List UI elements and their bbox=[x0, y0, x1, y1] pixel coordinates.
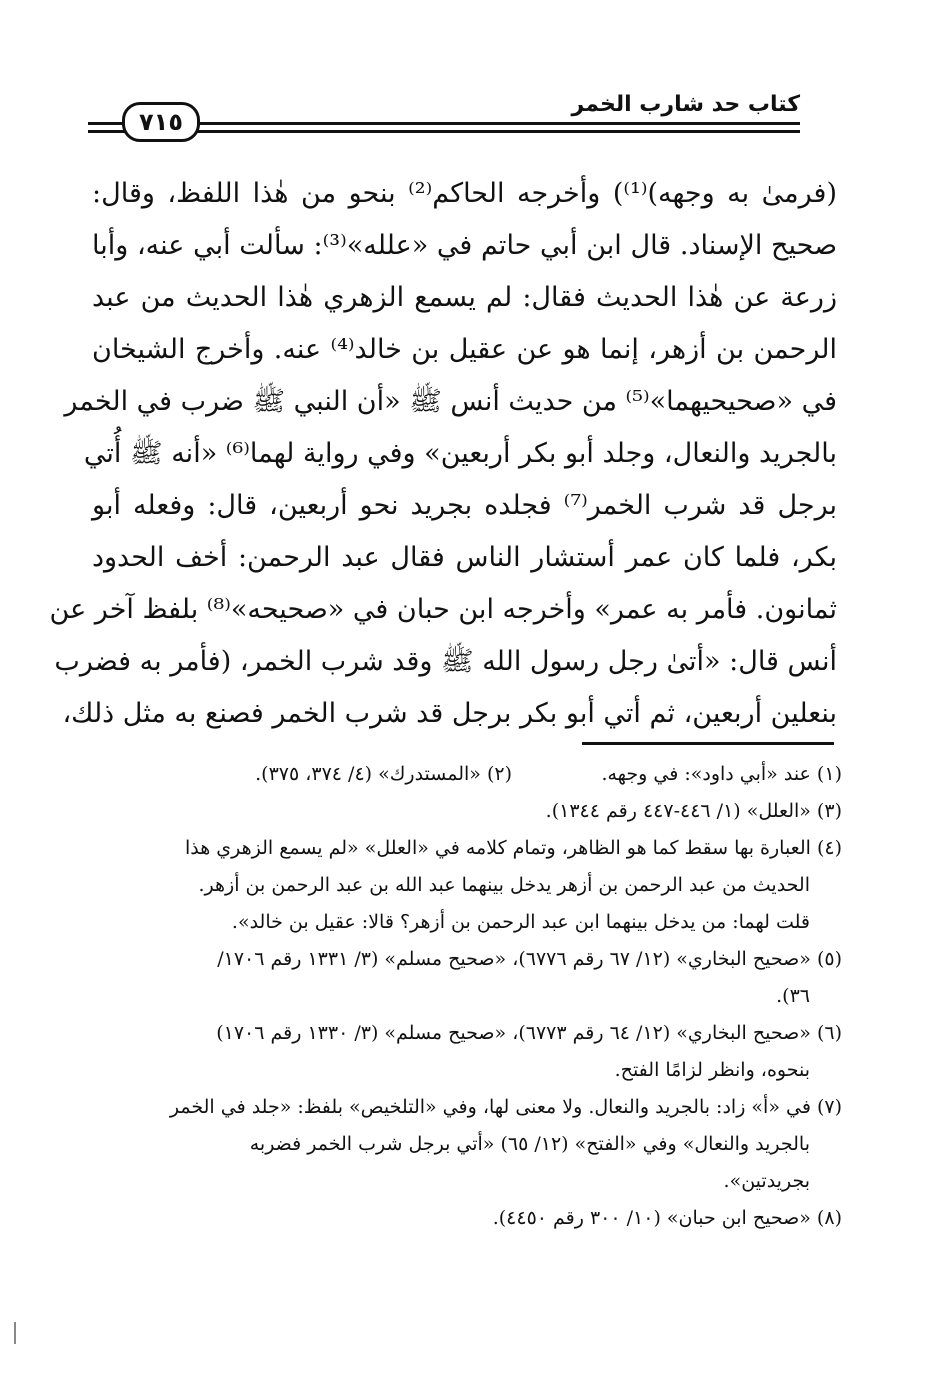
body-line: بالجريد والنعال، وجلد أبو بكر أربعين» وفي رواية لهما⁽⁶⁾ «أنه ﷺ أُتي bbox=[83, 438, 837, 469]
footnote-6-cont: بنحوه، وانظر لزامًا الفتح. bbox=[614, 1059, 810, 1081]
footnote-7: (٧) في «أ» زاد: بالجريد والنعال. ولا معنى لها، وفي «التلخيص» بلفظ: «جلد في الخمر bbox=[169, 1096, 842, 1118]
footnotes bbox=[80, 756, 842, 1237]
footnote-row bbox=[80, 756, 842, 793]
footnote-4-cont: قلت لهما: من يدخل بينهما ابن عبد الرحمن بن أزهر؟ قالا: عقيل بن خالد». bbox=[231, 911, 810, 933]
margin-mark bbox=[14, 1322, 16, 1344]
footnote-7-cont: بجريدتين». bbox=[723, 1170, 810, 1192]
footnote-3: (٣) «العلل» (١/ ٤٤٦-٤٤٧ رقم ١٣٤٤). bbox=[545, 800, 842, 822]
body-line: في «صحيحيهما»⁽⁵⁾ من حديث أنس ﷺ «أن النبي ﷺ ضرب في الخمر bbox=[64, 386, 837, 417]
footnote-separator bbox=[582, 742, 834, 745]
body-line: صحيح الإسناد. قال ابن أبي حاتم في «علله»⁽³⁾: سألت أبي عنه، وأبا bbox=[92, 230, 837, 261]
body-line: أنس قال: «أتىٰ رجل رسول الله ﷺ وقد شرب الخمر، (فأمر به فضرب bbox=[54, 646, 837, 677]
footnote-1: (١) عند «أبي داود»: في وجهه. bbox=[601, 763, 842, 785]
body-line: (فرمىٰ به وجهه)⁽¹⁾) وأخرجه الحاكم⁽²⁾ بنحو من هٰذا اللفظ، وقال: bbox=[92, 178, 837, 209]
footnote-7-cont: بالجريد والنعال» وفي «الفتح» (١٢/ ٦٥) «أتي برجل شرب الخمر فضربه bbox=[249, 1133, 810, 1155]
body-line: زرعة عن هٰذا الحديث فقال: لم يسمع الزهري هٰذا الحديث من عبد bbox=[92, 282, 837, 313]
body-line: ثمانون. فأمر به عمر» وأخرجه ابن حبان في «صحيحه»⁽⁸⁾ بلفظ آخر عن bbox=[49, 594, 837, 625]
body-line: بنعلين أربعين، ثم أتي أبو بكر برجل قد شرب الخمر فصنع به مثل ذلك، bbox=[62, 698, 837, 729]
body-line: برجل قد شرب الخمر⁽⁷⁾ فجلده بجريد نحو أربعين، قال: وفعله أبو bbox=[92, 490, 837, 521]
page-header bbox=[88, 92, 800, 142]
body-line: الرحمن بن أزهر، إنما هو عن عقيل بن خالد⁽⁴⁾ عنه. وأخرج الشيخان bbox=[92, 334, 837, 365]
footnote-8: (٨) «صحيح ابن حبان» (١٠/ ٣٠٠ رقم ٤٤٥٠). bbox=[492, 1207, 842, 1229]
main-text bbox=[49, 168, 837, 740]
footnote-4-cont: الحديث من عبد الرحمن بن أزهر يدخل بينهما عبد الله بن عبد الرحمن بن أزهر. bbox=[198, 874, 810, 896]
footnote-4: (٤) العبارة بها سقط كما هو الظاهر، وتمام كلامه في «العلل» «لم يسمع الزهري هذا bbox=[184, 837, 842, 859]
running-title: كتاب حد شارب الخمر bbox=[562, 92, 800, 117]
footnote-5: (٥) «صحيح البخاري» (١٢/ ٦٧ رقم ٦٧٧٦)، «صحيح مسلم» (٣/ ١٣٣١ رقم ١٧٠٦/ bbox=[217, 948, 842, 970]
footnote-6: (٦) «صحيح البخاري» (١٢/ ٦٤ رقم ٦٧٧٣)، «صحيح مسلم» (٣/ ١٣٣٠ رقم ١٧٠٦) bbox=[216, 1022, 842, 1044]
footnote-5-cont: ٣٦). bbox=[776, 985, 810, 1007]
footnote-2: (٢) «المستدرك» (٤/ ٣٧٤، ٣٧٥). bbox=[255, 763, 512, 785]
page-number: ٧١٥ bbox=[122, 102, 200, 142]
body-line: بكر، فلما كان عمر أستشار الناس فقال عبد الرحمن: أخف الحدود bbox=[92, 542, 837, 573]
